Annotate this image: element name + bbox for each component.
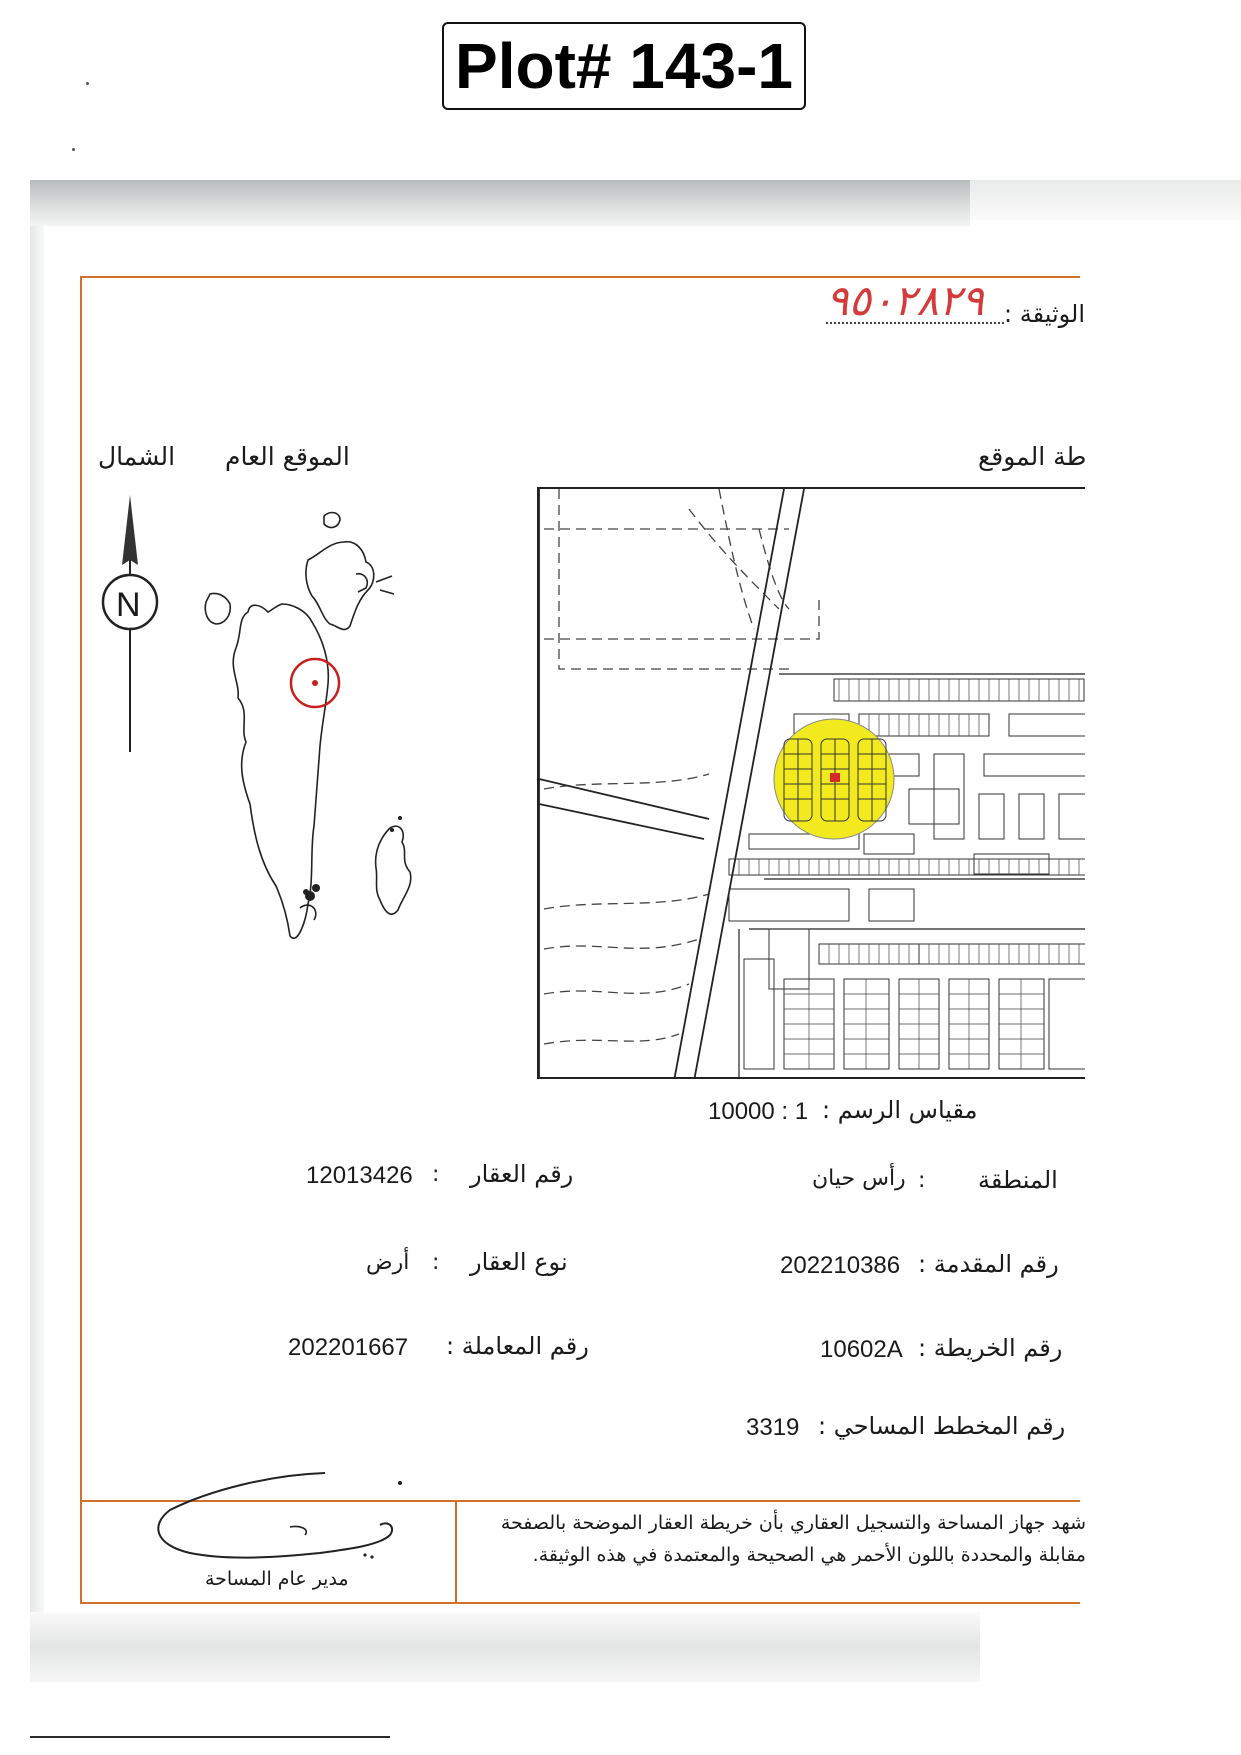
application-number-value: 202210386 [780, 1252, 901, 1279]
scan-shadow-top [30, 180, 970, 226]
property-type-label: نوع العقار [470, 1248, 568, 1276]
location-map-label: طة الموقع [978, 442, 1087, 471]
footer-column-divider [455, 1500, 457, 1604]
doc-number: ٩٥٠٢٨٢٩ [826, 276, 984, 325]
map-number-value: 10602A [820, 1336, 903, 1363]
doc-label: الوثيقة : [1004, 300, 1086, 328]
scan-edge-line [30, 1736, 390, 1738]
signature-image [150, 1465, 410, 1575]
survey-plan-value: 3319 [746, 1414, 800, 1441]
scale-label: مقياس الرسم : [822, 1096, 978, 1124]
north-arrow-icon [95, 490, 165, 760]
region-value: رأس حيان [812, 1166, 906, 1191]
transaction-number-value: 202201667 [288, 1334, 409, 1361]
plot-title: Plot# 143-1 [442, 22, 806, 110]
scale-value: 10000 : 1 [708, 1098, 809, 1125]
property-number-separator: : [432, 1162, 440, 1187]
scan-speck [72, 148, 75, 151]
location-plan-map [537, 487, 1085, 1079]
north-letter: N [116, 586, 141, 624]
scan-speck [86, 82, 89, 85]
property-number-label: رقم العقار [470, 1160, 574, 1188]
application-number-label: رقم المقدمة : [918, 1250, 1059, 1278]
country-outline-map [180, 500, 480, 1060]
transaction-number-label: رقم المعاملة : [446, 1332, 589, 1360]
property-type-separator: : [432, 1250, 440, 1275]
scan-shadow-top-right [970, 180, 1241, 220]
scan-shadow-left [30, 226, 44, 1646]
north-label: الشمال [98, 442, 176, 471]
signatory-title: مدير عام المساحة [205, 1568, 349, 1590]
property-number-value: 12013426 [306, 1162, 413, 1189]
certification-line-1: شهد جهاز المساحة والتسجيل العقاري بأن خريطة العقار الموضحة بالصفحة [500, 1512, 1086, 1534]
property-type-value: أرض [366, 1250, 410, 1275]
map-number-label: رقم الخريطة : [918, 1334, 1063, 1362]
survey-plan-label: رقم المخطط المساحي : [818, 1412, 1066, 1440]
general-location-label: الموقع العام [225, 442, 350, 471]
scan-shadow-bottom [30, 1612, 980, 1682]
certification-line-2: مقابلة والمحددة باللون الأحمر هي الصحيحة والمعتمدة في هذه الوثيقة. [532, 1544, 1086, 1566]
region-separator: : [918, 1168, 926, 1193]
doc-number-dotted-line [826, 322, 1004, 324]
region-label: المنطقة [978, 1166, 1058, 1194]
